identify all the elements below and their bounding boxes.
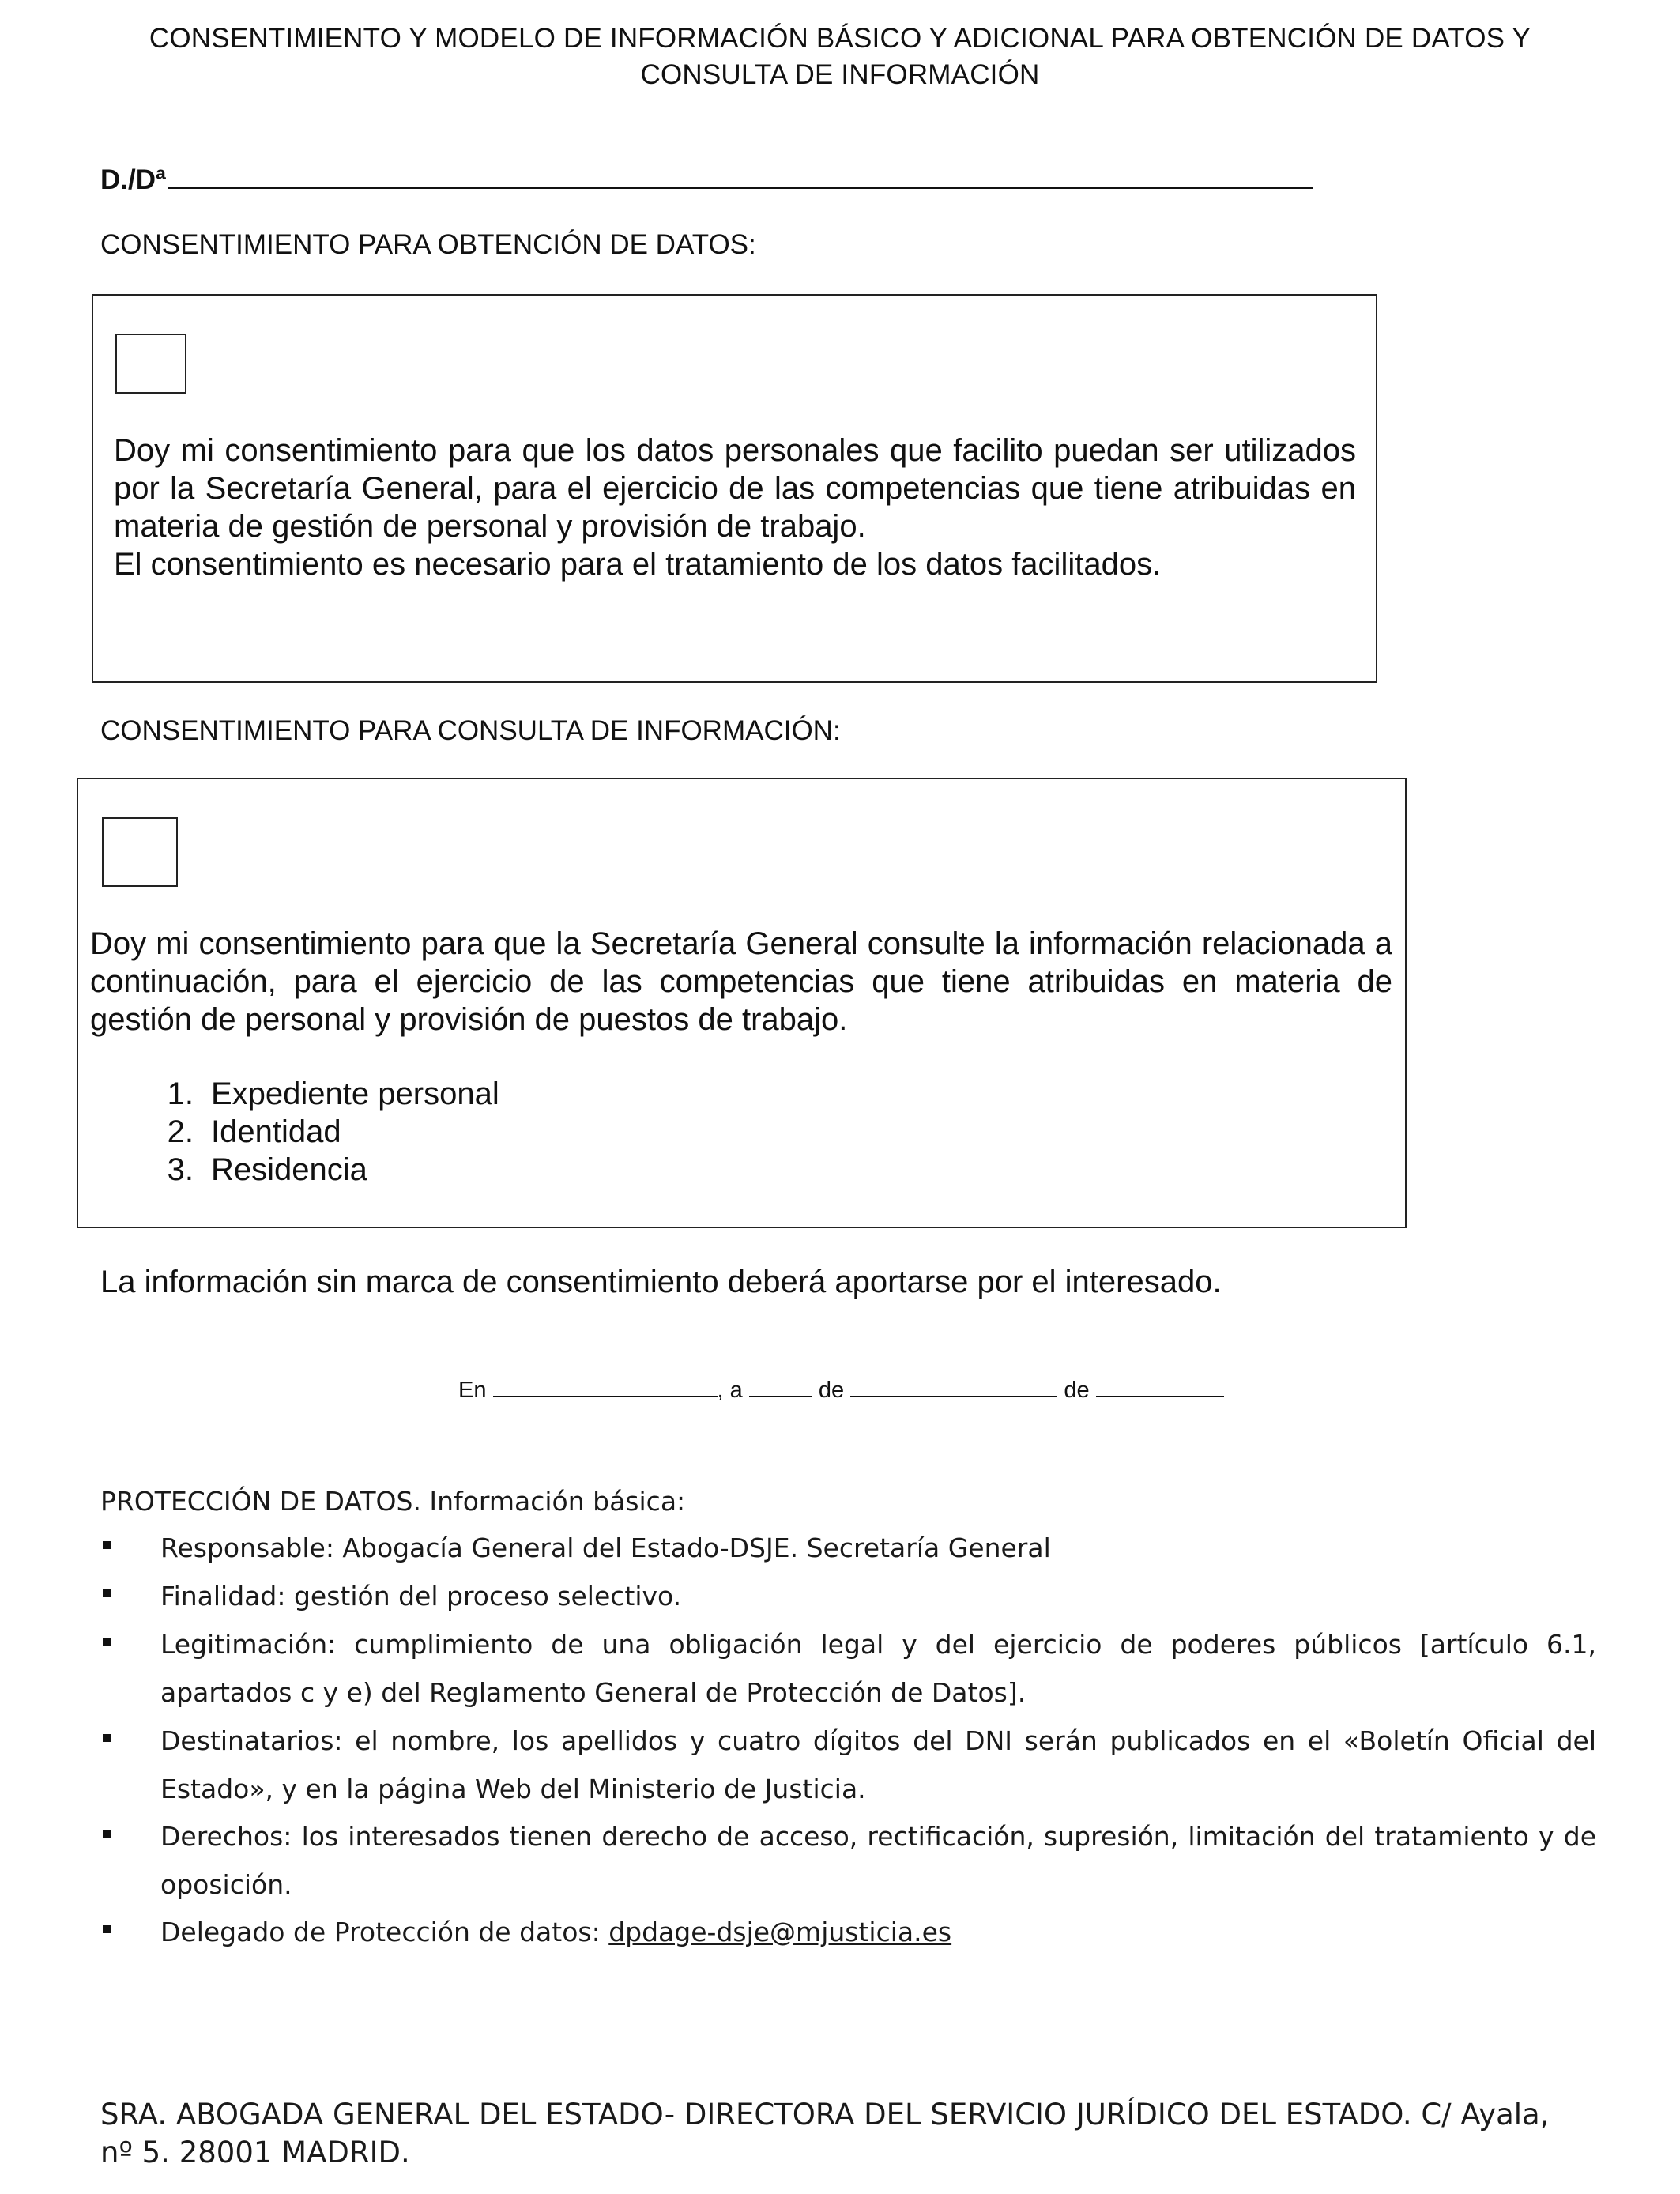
list-item: Destinatarios: el nombre, los apellidos y cuatro dígitos del DNI serán publicados en el «Boletín Oficial del Estado», y en la página Web del Ministerio de Justicia. [160,1725,1596,1804]
info-consent-checkbox[interactable] [102,817,178,887]
footer-address: SRA. ABOGADA GENERAL DEL ESTADO- DIRECTORA DEL SERVICIO JURÍDICO DEL ESTADO. C/ Ayala, nº 5. 28001 MADRID. [100,2098,1550,2169]
data-consent-paragraph-2: El consentimiento es necesario para el tratamiento de los datos facilitados. [114,547,1162,582]
month-field[interactable] [850,1374,1057,1397]
info-consent-list [148,1075,499,1189]
applicant-name-line [100,158,1313,196]
list-item: 2. Identidad [167,1114,341,1149]
list-item: Finalidad: gestión del proceso selectivo. [160,1581,682,1612]
consent-note: La información sin marca de consentimiento deberá aportarse por el interesado. [100,1265,1222,1299]
list-item: Responsable: Abogacía General del Estado-DSJE. Secretaría General [160,1532,1051,1563]
document-title: CONSENTIMIENTO Y MODELO DE INFORMACIÓN BÁSICO Y ADICIONAL PARA OBTENCIÓN DE DATOS Y CONSULTA DE INFORMACIÓN [149,23,1531,90]
day-field[interactable] [749,1374,812,1397]
place-field[interactable] [493,1374,718,1397]
data-consent-box [92,294,1377,683]
info-consent-box [77,778,1407,1228]
list-item [100,1908,1596,1956]
applicant-name-field[interactable] [168,158,1313,189]
dpo-email-link[interactable]: dpdage-dsje@mjusticia.es [608,1917,952,1947]
info-consent-text: Doy mi consentimiento para que la Secretaría General consulte la información relacionada a continuación, para el ejercicio de las competencias que tiene atribuidas en materia de gestión de personal y provisión de puestos de trabajo. [90,926,1392,1037]
list-item: 3. Residencia [167,1152,367,1187]
year-field[interactable] [1096,1374,1224,1397]
data-consent-paragraph: Doy mi consentimiento para que los datos personales que facilito puedan ser utilizados por la Secretaría General, para el ejercicio de las competencias que tiene atribuidas en materia de gestión de personal y provisión de trabajo. [114,433,1356,544]
data-consent-checkbox[interactable] [115,334,186,394]
list-item: 1. Expediente personal [167,1076,499,1111]
list-item: Legitimación: cumplimiento de una obligación legal y del ejercicio de poderes públicos [artículo 6.1, apartados c y e) del Reglamento General de Protección de Datos]. [160,1629,1596,1708]
applicant-label: D./Dª [100,164,166,195]
info-consent-heading: CONSENTIMIENTO PARA CONSULTA DE INFORMACIÓN: [100,715,841,746]
data-consent-text [114,432,1356,583]
list-item: Derechos: los interesados tienen derecho de acceso, rectificación, supresión, limitación del tratamiento y de oposición. [160,1821,1596,1900]
dpo-label: Delegado de Protección de datos: [160,1917,609,1947]
date-place-line: En , a de de [458,1374,1224,1404]
data-protection-heading: PROTECCIÓN DE DATOS. Información básica: [100,1486,686,1517]
data-consent-heading: CONSENTIMIENTO PARA OBTENCIÓN DE DATOS: [100,229,756,260]
